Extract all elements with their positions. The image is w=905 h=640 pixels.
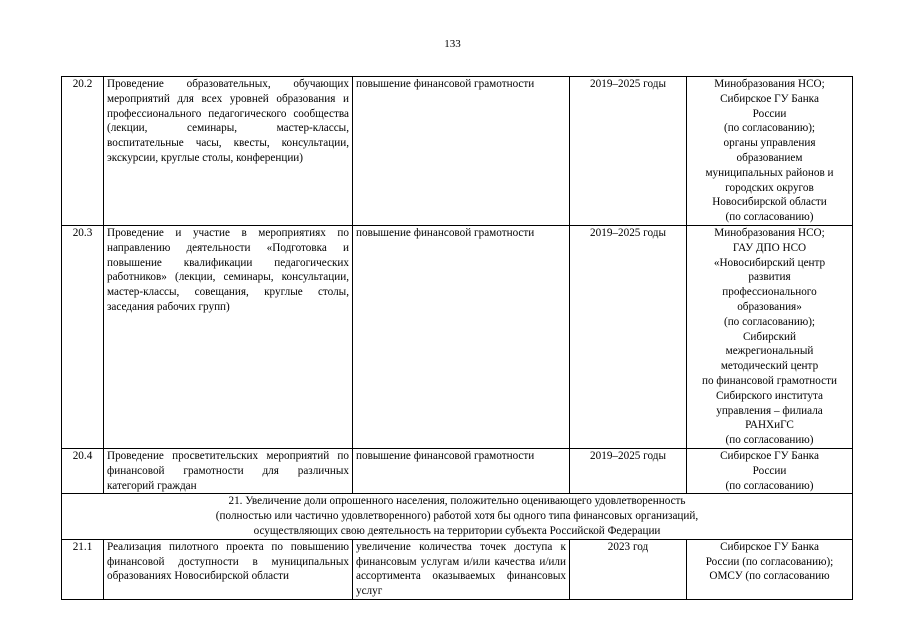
responsible-cell xyxy=(687,539,853,599)
responsible-line: РАНХиГС xyxy=(745,419,794,432)
responsible-cell xyxy=(687,449,853,494)
responsible-line: по финансовой грамотности xyxy=(702,374,837,387)
responsible-line: Минобразования НСО; xyxy=(714,227,825,239)
table-row xyxy=(62,77,853,226)
responsible-line: межрегиональный xyxy=(725,345,814,358)
section-row xyxy=(62,494,853,539)
row-number: 21.1 xyxy=(62,539,104,599)
responsible-cell xyxy=(687,226,853,449)
activity-cell: Проведение просветительских мероприятий по финансовой грамотности для различных категорий граждан xyxy=(104,449,353,494)
row-number: 20.2 xyxy=(62,77,104,226)
responsible-line: ОМСУ (по согласованию xyxy=(709,570,830,583)
responsible-line: (по согласованию); xyxy=(723,122,816,135)
table-row xyxy=(62,539,853,599)
term-cell: 2019–2025 годы xyxy=(570,77,687,226)
responsible-cell xyxy=(687,77,853,226)
responsible-line: Минобразования НСО; xyxy=(714,78,825,90)
responsible-line: (по согласованию) xyxy=(725,434,814,447)
responsible-line: Сибирское ГУ Банка xyxy=(720,450,819,462)
responsible-line: Сибирского института xyxy=(716,389,823,402)
row-number: 20.3 xyxy=(62,226,104,449)
section-heading xyxy=(62,494,853,539)
responsible-line: России (по согласованию); xyxy=(705,555,834,568)
responsible-line: (по согласованию); xyxy=(723,315,816,328)
term-cell: 2019–2025 годы xyxy=(570,449,687,494)
result-cell: повышение финансовой грамотности xyxy=(353,449,570,494)
responsible-line: органы управления xyxy=(723,137,816,150)
responsible-line: Сибирское ГУ Банка xyxy=(720,540,819,553)
responsible-line: управления – филиала xyxy=(716,404,823,417)
responsible-line: ГАУ ДПО НСО xyxy=(732,241,807,254)
section-heading-line: (полностью или частично удовлетворенного) работой хотя бы одного типа финансовых организаций, xyxy=(215,510,699,523)
responsible-line: Сибирский xyxy=(742,330,797,343)
term-cell: 2019–2025 годы xyxy=(570,226,687,449)
row-number: 20.4 xyxy=(62,449,104,494)
responsible-line: профессионального xyxy=(722,286,817,299)
activity-cell: Проведение и участие в мероприятиях по направлению деятельности «Подготовка и повышение квалификации педагогических работников» (лекции, семинары, консультации, мастер-классы, совещания, круглые столы, заседания рабочих групп) xyxy=(104,226,353,449)
page-number: 133 xyxy=(444,38,461,50)
responsible-line: Новосибирской области xyxy=(712,196,827,209)
activity-cell: Проведение образовательных, обучающих мероприятий для всех уровней образования и профессионального педагогического сообщества (лекции, семинары, мастер-классы, воспитательные часы, квесты, консультации, экскурсии, круглые столы, конференции) xyxy=(104,77,353,226)
responsible-line: методический центр xyxy=(720,360,819,373)
result-cell: повышение финансовой грамотности xyxy=(353,77,570,226)
responsible-line: развития xyxy=(748,271,791,284)
table-row xyxy=(62,226,853,449)
term-cell: 2023 год xyxy=(570,539,687,599)
responsible-line: образования» xyxy=(737,300,802,313)
responsible-line: (по согласованию) xyxy=(725,479,814,492)
result-cell: повышение финансовой грамотности xyxy=(353,226,570,449)
activity-cell: Реализация пилотного проекта по повышению финансовой доступности в муниципальных образованиях Новосибирской области xyxy=(104,539,353,599)
result-cell: увеличение количества точек доступа к финансовым услугам и/или качества и/или ассортимента оказываемых финансовых услуг xyxy=(353,539,570,599)
responsible-line: муниципальных районов и xyxy=(705,166,834,179)
measures-table xyxy=(61,76,853,600)
responsible-line: образованием xyxy=(736,151,803,164)
responsible-line: «Новосибирский центр xyxy=(713,256,826,269)
section-heading-line: 21. Увеличение доли опрошенного населения, положительно оценивающего удовлетворенность xyxy=(228,495,686,508)
responsible-line: Сибирское ГУ Банка xyxy=(720,92,819,105)
responsible-line: России xyxy=(752,464,787,477)
responsible-line: городских округов xyxy=(725,181,814,194)
section-heading-line: осуществляющих свою деятельность на территории субъекта Российской Федерации xyxy=(253,524,661,537)
responsible-line: России xyxy=(752,107,787,120)
table-row xyxy=(62,449,853,494)
responsible-line: (по согласованию) xyxy=(725,211,814,224)
